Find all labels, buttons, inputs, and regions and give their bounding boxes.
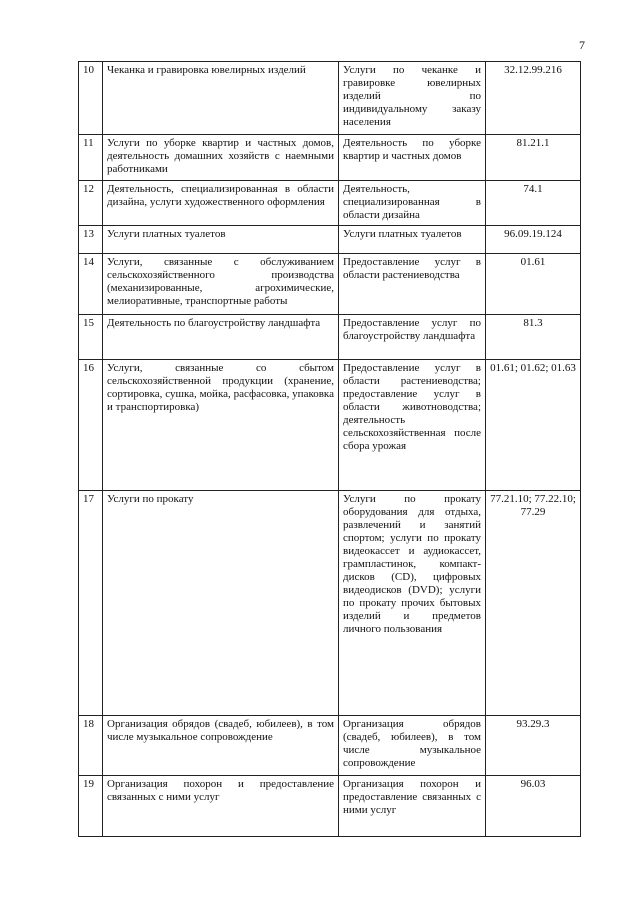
page-number: 7 xyxy=(579,38,585,52)
activity-cell: Услуги по уборке квартир и частных домов, деятельность домашних хозяйств с наемными работниками xyxy=(103,135,339,181)
table-row xyxy=(79,315,581,360)
code-cell: 96.09.19.124 xyxy=(486,226,581,254)
row-number: 15 xyxy=(79,315,103,360)
code-cell: 01.61; 01.62; 01.63 xyxy=(486,360,581,491)
code-cell: 32.12.99.216 xyxy=(486,62,581,135)
table-row xyxy=(79,181,581,226)
table-row xyxy=(79,226,581,254)
service-cell: Организация обрядов (свадеб, юбилеев), в том числе музыкальное сопровождение xyxy=(339,716,486,776)
code-cell: 77.21.10; 77.22.10; 77.29 xyxy=(486,491,581,716)
activity-cell: Деятельность, специализированная в области дизайна, услуги художественного оформления xyxy=(103,181,339,226)
service-cell: Услуги по прокату оборудования для отдыха, развлечений и занятий спортом; услуги по прокату видеокассет и аудиокассет, грампластинок, компакт-дисков (CD), цифровых видеодисков (DVD); услуги по прокату прочих бытовых изделий и предметов личного пользования xyxy=(339,491,486,716)
table-row xyxy=(79,62,581,135)
service-cell: Деятельность, специализированная в области дизайна xyxy=(339,181,486,226)
service-cell: Услуги по чеканке и гравировке ювелирных изделий по индивидуальному заказу населения xyxy=(339,62,486,135)
service-cell: Услуги платных туалетов xyxy=(339,226,486,254)
code-cell: 96.03 xyxy=(486,776,581,837)
activity-cell: Организация похорон и предоставление связанных с ними услуг xyxy=(103,776,339,837)
row-number: 14 xyxy=(79,254,103,315)
table-row xyxy=(79,491,581,716)
code-cell: 93.29.3 xyxy=(486,716,581,776)
table-row xyxy=(79,776,581,837)
activity-cell: Деятельность по благоустройству ландшафта xyxy=(103,315,339,360)
service-cell: Предоставление услуг по благоустройству ландшафта xyxy=(339,315,486,360)
service-cell: Организация похорон и предоставление связанных с ними услуг xyxy=(339,776,486,837)
row-number: 17 xyxy=(79,491,103,716)
table-row xyxy=(79,254,581,315)
activity-cell: Услуги, связанные со сбытом сельскохозяйственной продукции (хранение, сортировка, сушка, мойка, расфасовка, упаковка и транспортировка) xyxy=(103,360,339,491)
table-row xyxy=(79,716,581,776)
service-cell: Деятельность по уборке квартир и частных домов xyxy=(339,135,486,181)
code-cell: 81.21.1 xyxy=(486,135,581,181)
table-row xyxy=(79,360,581,491)
activity-cell: Услуги по прокату xyxy=(103,491,339,716)
row-number: 16 xyxy=(79,360,103,491)
row-number: 11 xyxy=(79,135,103,181)
row-number: 18 xyxy=(79,716,103,776)
code-cell: 74.1 xyxy=(486,181,581,226)
row-number: 19 xyxy=(79,776,103,837)
code-cell: 01.61 xyxy=(486,254,581,315)
row-number: 13 xyxy=(79,226,103,254)
code-cell: 81.3 xyxy=(486,315,581,360)
activity-cell: Услуги, связанные с обслуживанием сельскохозяйственного производства (механизированные, агрохимические, мелиоративные, транспортные работы xyxy=(103,254,339,315)
services-table xyxy=(78,61,581,837)
row-number: 12 xyxy=(79,181,103,226)
service-cell: Предоставление услуг в области растениеводства; предоставление услуг в области животноводства; деятельность сельскохозяйственная после сбора урожая xyxy=(339,360,486,491)
table-row xyxy=(79,135,581,181)
row-number: 10 xyxy=(79,62,103,135)
service-cell: Предоставление услуг в области растениеводства xyxy=(339,254,486,315)
activity-cell: Организация обрядов (свадеб, юбилеев), в том числе музыкальное сопровождение xyxy=(103,716,339,776)
activity-cell: Услуги платных туалетов xyxy=(103,226,339,254)
activity-cell: Чеканка и гравировка ювелирных изделий xyxy=(103,62,339,135)
